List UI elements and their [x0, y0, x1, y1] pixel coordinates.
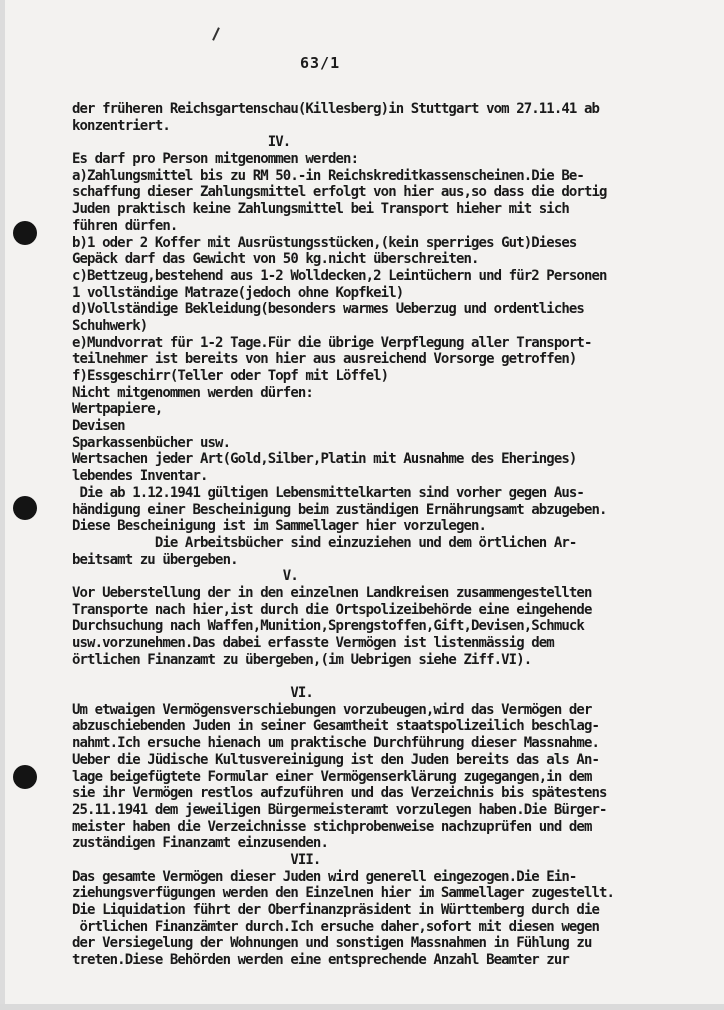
text-line: 25.11.1941 dem jeweiligen Bürgermeisteramt vorzulegen haben.Die Bürger- — [72, 801, 607, 818]
pen-mark — [212, 27, 220, 41]
text-line: VII. — [72, 851, 321, 868]
text-line: Devisen — [72, 418, 125, 435]
scan-edge-left — [0, 0, 5, 1010]
page-number: 63/1 — [300, 54, 341, 72]
text-line: ziehungsverfügungen werden den Einzelnen hier im Sammellager zugestellt. — [72, 885, 615, 902]
text-line: d)Vollständige Bekleidung(besonders warmes Ueberzug und ordentliches — [72, 301, 584, 318]
text-line: sie ihr Vermögen restlos aufzuführen und das Verzeichnis bis spätestens — [72, 785, 607, 802]
text-line: lebendes Inventar. — [72, 468, 208, 485]
text-line: treten.Diese Behörden werden eine entsprechende Anzahl Beamter zur — [72, 952, 569, 969]
text-line: abzuschiebenden Juden in seiner Gesamtheit staatspolizeilich beschlag- — [72, 718, 600, 735]
text-line: IV. — [72, 134, 291, 151]
text-line: Wertsachen jeder Art(Gold,Silber,Platin mit Ausnahme des Eheringes) — [72, 451, 577, 468]
text-line: Schuhwerk) — [72, 317, 148, 334]
text-line: b)1 oder 2 Koffer mit Ausrüstungsstücken,(kein sperriges Gut)Dieses — [72, 234, 577, 251]
text-line: Diese Bescheinigung ist im Sammellager hier vorzulegen. — [72, 518, 487, 535]
text-line: Gepäck darf das Gewicht von 50 kg.nicht überschreiten. — [72, 251, 479, 268]
text-line: f)Essgeschirr(Teller oder Topf mit Löffel) — [72, 368, 389, 384]
text-line: 1 vollständige Matraze(jedoch ohne Kopfkeil) — [72, 284, 404, 301]
text-line: Durchsuchung nach Waffen,Munition,Sprengstoffen,Gift,Devisen,Schmuck — [72, 618, 584, 635]
text-line: örtlichen Finanzamt zu übergeben,(im Uebrigen siehe Ziff.VI). — [72, 651, 532, 668]
punch-hole-1 — [13, 221, 37, 245]
text-line: a)Zahlungsmittel bis zu RM 50.-in Reichskreditkassenscheinen.Die Be- — [72, 167, 584, 184]
text-line: e)Mundvorrat für 1-2 Tage.Für die übrige Verpflegung aller Transport- — [72, 334, 592, 351]
text-line: Die Liquidation führt der Oberfinanzpräsident in Württemberg durch die — [72, 902, 600, 918]
text-line: teilnehmer ist bereits von hier aus ausreichend Vorsorge getroffen) — [72, 351, 577, 368]
text-line: schaffung dieser Zahlungsmittel erfolgt von hier aus,so dass die dortig — [72, 184, 607, 201]
text-line: konzentriert. — [72, 117, 170, 134]
text-line: Die Arbeitsbücher sind einzuziehen und dem örtlichen Ar- — [72, 534, 577, 551]
text-line: V. — [72, 568, 298, 585]
text-line: zuständigen Finanzamt einzusenden. — [72, 835, 328, 852]
text-line: der früheren Reichsgartenschau(Killesberg)in Stuttgart vom 27.11.41 ab — [72, 101, 600, 117]
text-line: Juden praktisch keine Zahlungsmittel bei Transport hieher mit sich — [72, 201, 569, 218]
text-line: Die ab 1.12.1941 gültigen Lebensmittelkarten sind vorher gegen Aus- — [72, 484, 584, 501]
punch-hole-3 — [13, 765, 37, 789]
text-line: der Versiegelung der Wohnungen und sonstigen Massnahmen in Fühlung zu — [72, 935, 592, 952]
scan-edge-bottom — [0, 1004, 724, 1010]
text-line: Wertpapiere, — [72, 401, 163, 418]
text-line: Es darf pro Person mitgenommen werden: — [72, 151, 359, 168]
text-line: Das gesamte Vermögen dieser Juden wird generell eingezogen.Die Ein- — [72, 868, 577, 885]
text-line: usw.vorzunehmen.Das dabei erfasste Vermögen ist listenmässig dem — [72, 635, 554, 651]
text-line: VI. — [72, 685, 313, 702]
text-line: c)Bettzeug,bestehend aus 1-2 Wolldecken,2 Leintüchern und für2 Personen — [72, 267, 607, 284]
text-line: händigung einer Bescheinigung beim zuständigen Ernährungsamt abzugeben. — [72, 501, 607, 518]
text-line: Ueber die Jüdische Kultusvereinigung ist den Juden bereits das als An- — [72, 751, 600, 768]
text-line: meister haben die Verzeichnisse stichprobenweise nachzuprüfen und dem — [72, 818, 592, 835]
punch-hole-2 — [13, 496, 37, 520]
text-line: Sparkassenbücher usw. — [72, 434, 231, 451]
typed-body-text — [72, 101, 712, 969]
text-line: Vor Ueberstellung der in den einzelnen Landkreisen zusammengestellten — [72, 584, 592, 601]
text-line: nahmt.Ich ersuche hienach um praktische Durchführung dieser Massnahme. — [72, 735, 600, 752]
text-line: lage beigefügtete Formular einer Vermögenserklärung zugegangen,in dem — [72, 768, 592, 785]
text-line: örtlichen Finanzämter durch.Ich ersuche daher,sofort mit diesen wegen — [72, 918, 600, 935]
text-line — [72, 668, 712, 685]
text-line: beitsamt zu übergeben. — [72, 551, 238, 568]
text-line: Transporte nach hier,ist durch die Ortspolizeibehörde eine eingehende — [72, 601, 592, 618]
text-line: Nicht mitgenommen werden dürfen: — [72, 384, 313, 401]
text-line: Um etwaigen Vermögensverschiebungen vorzubeugen,wird das Vermögen der — [72, 701, 592, 718]
text-line: führen dürfen. — [72, 217, 178, 234]
